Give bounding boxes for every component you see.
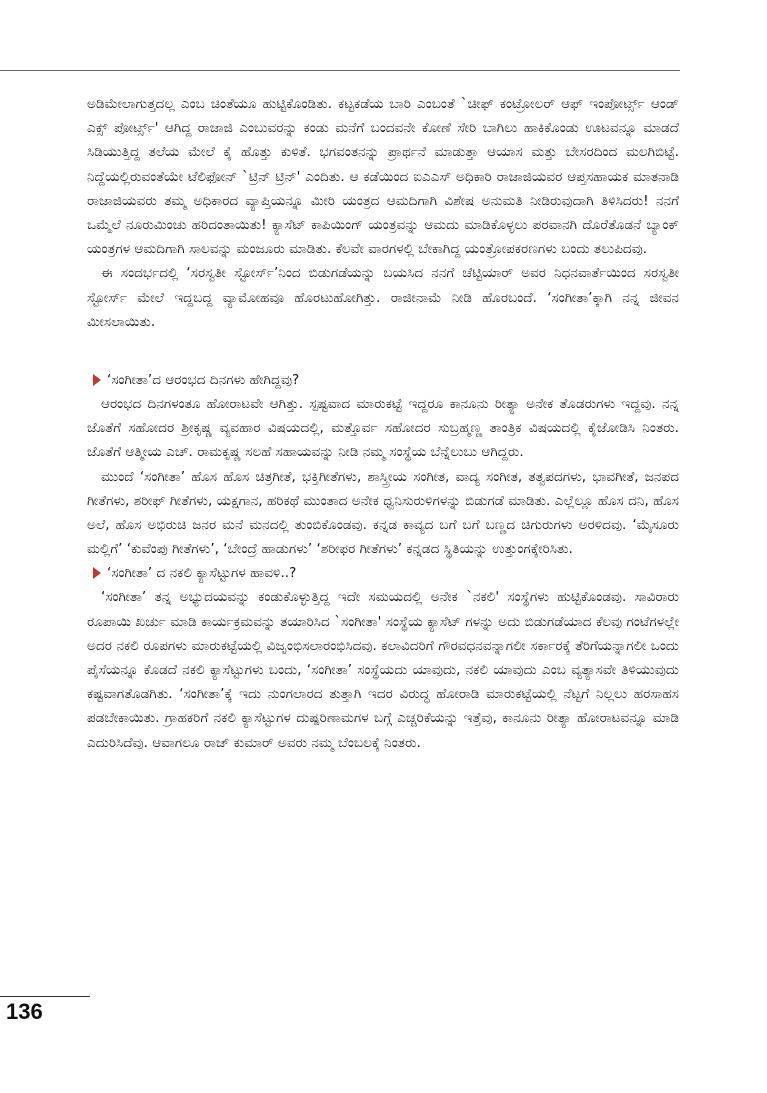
bullet-arrow-icon xyxy=(93,567,101,579)
paragraph-5: ‘ಸಂಗೀತಾ’ ತನ್ನ ಅಭ್ಯುದಯವನ್ನು ಕಂಡುಕೊಳ್ಳುತ್ತಿದ್ದ ಇದೇ ಸಮಯದಲ್ಲಿ ಅನೇಕ `ನಕಲಿ' ಸಂಸ್ಥೆಗಳು ಹುಟ್ಟಿಕೊಂಡವು. ಸಾವಿರಾರು ರೂಪಾಯಿ ಖರ್ಚು ಮಾಡಿ ಕಾರ್ಯಕ್ರಮವನ್ನು ತಯಾರಿಸಿದ `ಸಂಗೀತಾ' ಸಂಸ್ಥೆಯ ಕ್ಯಾಸೆಟ್ ಗಳನ್ನು ಅದು ಬಿಡುಗಡೆಯಾದ ಕೆಲವು ಗಂಟೆಗಳಲ್ಲೇ ಅದರ ನಕಲಿ ರೂಪಗಳು ಮಾರುಕಟ್ಟೆಯಲ್ಲಿ ವಿಜೃಂಭಿಸಲಾರಂಭಿಸಿದವು. ಕಲಾವಿದರಿಗೆ ಗೌರವಧನವನ್ನಾಗಲೀ ಸರ್ಕಾರಕ್ಕೆ ತೆರಿಗೆಯನ್ನಾಗಲೀ ಒಂದು ಪೈಸೆಯನ್ನೂ ಕೊಡದೆ ನಕಲಿ ಕ್ಯಾಸೆಟ್ಟುಗಳು ಬಂದು, ‘ಸಂಗೀತಾ’ ಸಂಸ್ಥೆಯದು ಯಾವುದು, ನಕಲಿ ಯಾವುದು ಎಂಬ ವ್ಯತ್ಯಾಸವೇ ತಿಳಿಯುವುದು ಕಷ್ಟವಾಗತೊಡಗಿತು. ‘ಸಂಗೀತಾ’ಕ್ಕೆ ಇದು ನುಂಗಲಾರದ ತುತ್ತಾಗಿ ಇದರ ವಿರುದ್ಧ ಹೋರಾಡಿ ಮಾರುಕಟ್ಟೆಯಲ್ಲಿ ನೆಟ್ಟಗೆ ನಿಲ್ಲಲು ಹರಸಾಹಸ ಪಡಬೇಕಾಯಿತು. ಗ್ರಾಹಕರಿಗೆ ನಕಲಿ ಕ್ಯಾಸೆಟ್ಟುಗಳ ದುಷ್ಪರಿಣಾಮಗಳ ಬಗ್ಗೆ ಎಚ್ಚರಿಕೆಯನ್ನು ಇತ್ತೆವು, ಕಾನೂನು ರೀತ್ಯಾ ಹೋರಾಟವನ್ನೂ ಮಾಡಿ ಎದುರಿಸಿದೆವು. ಆವಾಗಲೂ ರಾಜ್ ಕುಮಾರ್ ಅವರು ನಮ್ಮ ಬೆಂಬಲಕ್ಕೆ ನಿಂತರು. xyxy=(87,589,679,751)
heading-text: ‘ಸಂಗೀತಾ’ ದ ನಕಲಿ ಕ್ಯಾಸೆಟ್ಟುಗಳ ಹಾವಳಿ..? xyxy=(107,565,297,582)
paragraph-4: ಮುಂದೆ ‘ಸಂಗೀತಾ’ ಹೊಸ ಹೊಸ ಚಿತ್ರಗೀತೆ, ಭಕ್ತಿಗೀತೆಗಳು, ಶಾಸ್ತ್ರೀಯ ಸಂಗೀತ, ವಾದ್ಯ ಸಂಗೀತ, ತತ್ವಪದಗಳು, ಭಾವಗೀತೆ, ಜನಪದ ಗೀತೆಗಳು, ಶರೀಫ್ ಗೀತೆಗಳು, ಯಕ್ಷಗಾನ, ಹರಿಕಥೆ ಮುಂತಾದ ಅನೇಕ ಧ್ವನಿಸುರುಳಿಗಳನ್ನು ಬಿಡುಗಡೆ ಮಾಡಿತು. ಎಲ್ಲೆಲ್ಲೂ ಹೊಸ ದನಿ, ಹೊಸ ಅಲೆ, ಹೊಸ ಅಭಿರುಚಿ ಜನರ ಮನೆ ಮನದಲ್ಲಿ ತುಂಬಿಕೊಂಡವು. ಕನ್ನಡ ಕಾವ್ಯದ ಬಗೆ ಬಗೆ ಬಣ್ಣದ ಚಿಗುರುಗಳು ಅರಳಿದವು. ‘ಮೈಸೂರು ಮಲ್ಲಿಗೆ’ ‘ಕುವೆಂಪು ಗೀತೆಗಳು’, ‘ಬೇಂದ್ರೆ ಹಾಡುಗಳು’ ‘ಶರೀಫರ ಗೀತೆಗಳು’ ಕನ್ನಡದ ಸ್ಥಿತಿಯನ್ನು ಉತ್ತುಂಗಕ್ಕೇರಿಸಿತು. xyxy=(87,468,679,558)
page-number: 136 xyxy=(6,999,43,1024)
section-heading-piracy xyxy=(87,561,679,585)
paragraph-3: ಆರಂಭದ ದಿನಗಳಂತೂ ಹೋರಾಟವೇ ಆಗಿತ್ತು. ಸ್ಪಷ್ಟವಾದ ಮಾರುಕಟ್ಟೆ ಇದ್ದರೂ ಕಾನೂನು ರೀತ್ಯಾ ಅನೇಕ ತೊಡರುಗಳು ಇದ್ದವು. ನನ್ನ ಜೊತೆಗೆ ಸಹೋದರ ಶ್ರೀಕೃಷ್ಣ ವ್ಯವಹಾರ ವಿಷಯದಲ್ಲಿ, ಮತ್ತೊರ್ವ ಸಹೋದರ ಸುಬ್ರಹ್ಮಣ್ಣ ತಾಂತ್ರಿಕ ವಿಷಯದಲ್ಲಿ ಕೈಜೋಡಿಸಿ ನಿಂತರು. ಜೊತೆಗೆ ಆತ್ಮೀಯ ಎಚ್. ರಾಮಕೃಷ್ಣ ಸಲಹೆ ಸಹಾಯವನ್ನು ನೀಡಿ ನಮ್ಮ ಸಂಸ್ಥೆಯ ಬೆನ್ನೆಲುಬು ಆಗಿದ್ದರು. xyxy=(87,396,679,461)
top-rule xyxy=(0,70,680,71)
section-heading-beginnings xyxy=(87,368,679,392)
heading-text: ‘ಸಂಗೀತಾ’ದ ಆರಂಭದ ದಿನಗಳು ಹೇಗಿದ್ದವು? xyxy=(107,372,300,389)
section-gap xyxy=(87,334,679,368)
page-content xyxy=(87,92,679,755)
paragraph-2: ಈ ಸಂದರ್ಭದಲ್ಲಿ ‘ಸರಸ್ವತೀ ಸ್ಟೋರ್ಸ್’ನಿಂದ ಬಿಡುಗಡೆಯನ್ನು ಬಯಸಿದ ನನಗೆ ಚೆಟ್ಟಿಯಾರ್ ಅವರ ನಿಧನವಾರ್ತೆಯಿಂದ ಸರಸ್ವತೀ ಸ್ಟೋರ್ಸ್ ಮೇಲೆ ಇದ್ದಬದ್ದ ವ್ಯಾಮೋಹವೂ ಹೊರಟುಹೋಗಿತ್ತು. ರಾಜೀನಾಮೆ ನೀಡಿ ಹೊರಬಂದೆ. ‘ಸಂಗೀತಾ’ಕ್ಕಾಗಿ ನನ್ನ ಜೀವನ ಮೀಸಲಾಯಿತು. xyxy=(87,265,679,330)
bottom-rule xyxy=(0,996,90,997)
bullet-arrow-icon xyxy=(93,374,101,386)
paragraph-1: ಅಡಿಮೇಲಾಗುತ್ತದಲ್ಲ ಎಂಬ ಚಿಂತೆಯೂ ಹುಟ್ಟಿಕೊಂಡಿತು. ಕಟ್ಟಕಡೆಯ ಬಾರಿ ಎಂಬಂತೆ `ಚೀಫ್ ಕಂಟ್ರೋಲರ್ ಆಫ್ ಇಂಪೋರ್ಟ್ಸ್ ಆಂಡ್ ಎಕ್ಸ್ ಪೋರ್ಟ್ಸ್' ಆಗಿದ್ದ ರಾಜಾಜಿ ಎಂಬುವರನ್ನು ಕಂಡು ಮನೆಗೆ ಬಂದವನೇ ಕೋಣೆ ಸೇರಿ ಬಾಗಿಲು ಹಾಕಿಕೊಂಡು ಊಟವನ್ನೂ ಮಾಡದೆ ಸಿಡಿಯುತ್ತಿದ್ದ ತಲೆಯ ಮೇಲೆ ಕೈ ಹೊತ್ತು ಕುಳಿತೆ. ಭಗವಂತನನ್ನು ಪ್ರಾರ್ಥನೆ ಮಾಡುತ್ತಾ ಆಯಾಸ ಮತ್ತು ಬೇಸರದಿಂದ ಮಲಗಿಬಿಟ್ಟೆ. ನಿದ್ದೆಯಲ್ಲಿರುವಂತೆಯೇ ಟೆಲಿಫೋನ್ `ಟ್ರಿನ್ ಟ್ರಿನ್' ಎಂದಿತು. ಆ ಕಡೆಯಿಂದ ಐಎಎಸ್ ಅಧಿಕಾರಿ ರಾಜಾಜಿಯವರ ಆಪ್ತಸಹಾಯಕ ಮಾತನಾಡಿ ರಾಜಾಜಿಯವರು ತಮ್ಮ ಅಧಿಕಾರದ ವ್ಯಾಪ್ತಿಯನ್ನೂ ಮೀರಿ ಯಂತ್ರದ ಆಮದಿಗಾಗಿ ವಿಶೇಷ ಅನುಮತಿ ನೀಡಿರುವುದಾಗಿ ತಿಳಿಸಿದರು! ನನಗೆ ಒಮ್ಮೆಲೆ ನೂರುಮಿಂಚು ಹರಿದಂತಾಯಿತು! ಕ್ಯಾಸೆಟ್ ಕಾಪಿಯಿಂಗ್ ಯಂತ್ರವನ್ನು ಆಮದು ಮಾಡಿಕೊಳ್ಳಲು ಪರವಾನಗಿ ದೊರೆತೊಡನೆ ಬ್ಯಾಂಕ್ ಯಂತ್ರಗಳ ಆಮದಿಗಾಗಿ ಸಾಲವನ್ನು ಮಂಜೂರು ಮಾಡಿತು. ಕೆಲವೇ ವಾರಗಳಲ್ಲಿ ಬೇಕಾಗಿದ್ದ ಯಂತ್ರೋಪಕರಣಗಳು ಬಂದು ತಲುಪಿದವು. xyxy=(87,96,679,258)
